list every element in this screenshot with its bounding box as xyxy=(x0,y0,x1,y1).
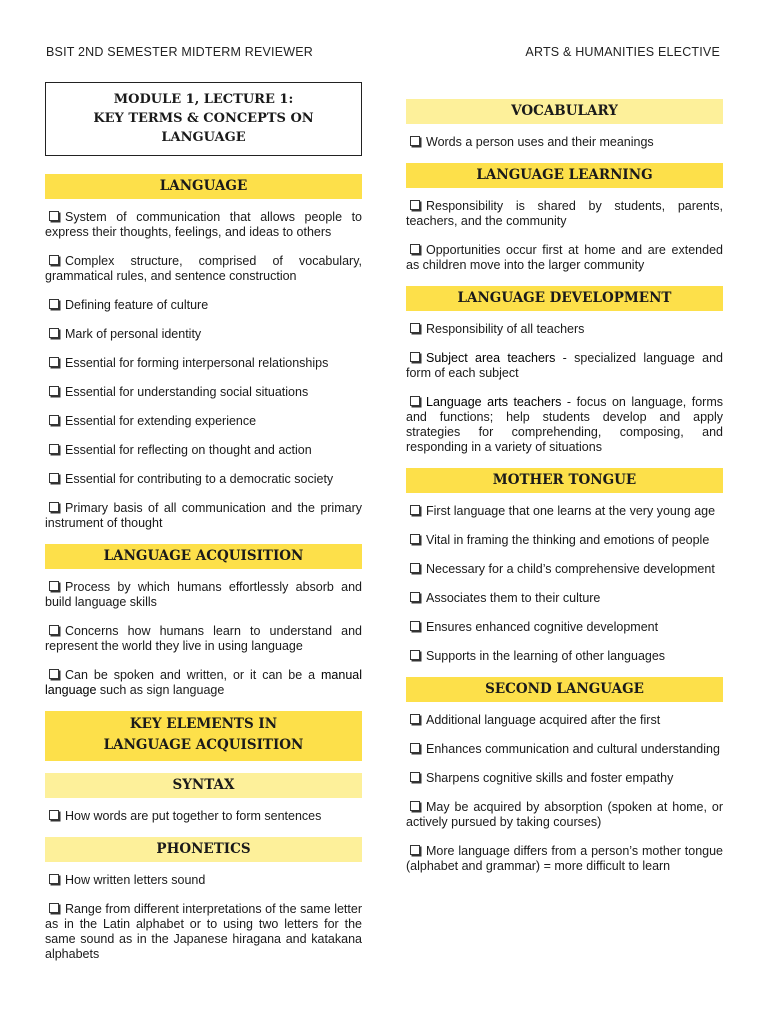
list-item: Concerns how humans learn to understand and represent the world they live in using language xyxy=(45,624,362,653)
list-item: Primary basis of all communication and the primary instrument of thought xyxy=(45,501,362,530)
list-item: Mark of personal identity xyxy=(45,327,362,342)
checkbox-bullet-icon xyxy=(410,845,420,855)
checkbox-bullet-icon xyxy=(49,211,59,221)
list-item: Complex structure, comprised of vocabulary, grammatical rules, and sentence construction xyxy=(45,254,362,283)
list-item: More language differs from a person’s mother tongue (alphabet and grammar) = more difficult to learn xyxy=(406,844,723,873)
section-header-mother-tongue: MOTHER TONGUE xyxy=(406,468,723,493)
list-item: Opportunities occur first at home and are extended as children move into the larger community xyxy=(406,243,723,272)
checkbox-bullet-icon xyxy=(410,772,420,782)
list-item: Process by which humans effortlessly absorb and build language skills xyxy=(45,580,362,609)
emphasis-term: manual language xyxy=(45,668,362,697)
list-item: How words are put together to form sentences xyxy=(45,809,362,824)
list-item: System of communication that allows people to express their thoughts, feelings, and ideas to others xyxy=(45,210,362,239)
checkbox-bullet-icon xyxy=(49,874,59,884)
checkbox-bullet-icon xyxy=(410,592,420,602)
list-item: Can be spoken and written, or it can be a manual language such as sign language xyxy=(45,668,362,697)
list-item: Words a person uses and their meanings xyxy=(406,135,723,150)
list-item: Defining feature of culture xyxy=(45,298,362,313)
list-item: Subject area teachers - specialized language and form of each subject xyxy=(406,351,723,380)
list-item: Essential for reflecting on thought and action xyxy=(45,443,362,458)
module-title-box xyxy=(45,82,362,156)
list-item: May be acquired by absorption (spoken at home, or actively pursued by taking courses) xyxy=(406,800,723,829)
checkbox-bullet-icon xyxy=(410,200,420,210)
list-item: Essential for forming interpersonal relationships xyxy=(45,356,362,371)
checkbox-bullet-icon xyxy=(410,244,420,254)
checkbox-bullet-icon xyxy=(410,396,420,406)
list-item: Associates them to their culture xyxy=(406,591,723,606)
emphasis-term: Language arts teachers xyxy=(426,395,562,409)
checkbox-bullet-icon xyxy=(410,621,420,631)
section-header-second-language: SECOND LANGUAGE xyxy=(406,677,723,702)
list-item: Language arts teachers - focus on language, forms and functions; help students develop and apply strategies for comprehending, composing, and responding in a variety of situations xyxy=(406,395,723,454)
checkbox-bullet-icon xyxy=(49,581,59,591)
checkbox-bullet-icon xyxy=(49,810,59,820)
checkbox-bullet-icon xyxy=(410,563,420,573)
vocabulary-list xyxy=(406,135,723,150)
section-header-key-elements: KEY ELEMENTS IN LANGUAGE ACQUISITION xyxy=(45,711,362,761)
checkbox-bullet-icon xyxy=(410,743,420,753)
checkbox-bullet-icon xyxy=(49,444,59,454)
section-header-syntax: SYNTAX xyxy=(45,773,362,798)
list-item: Essential for understanding social situations xyxy=(45,385,362,400)
checkbox-bullet-icon xyxy=(49,625,59,635)
acquisition-list xyxy=(45,580,362,698)
development-list xyxy=(406,322,723,455)
list-item: Essential for extending experience xyxy=(45,414,362,429)
list-item: Ensures enhanced cognitive development xyxy=(406,620,723,635)
section-header-phonetics: PHONETICS xyxy=(45,837,362,862)
checkbox-bullet-icon xyxy=(49,669,59,679)
list-item: Supports in the learning of other languages xyxy=(406,649,723,664)
list-item: Necessary for a child’s comprehensive development xyxy=(406,562,723,577)
section-header-language-learning: LANGUAGE LEARNING xyxy=(406,163,723,188)
checkbox-bullet-icon xyxy=(49,328,59,338)
checkbox-bullet-icon xyxy=(49,502,59,512)
header-left: BSIT 2ND SEMESTER MIDTERM REVIEWER xyxy=(46,45,314,59)
checkbox-bullet-icon xyxy=(410,650,420,660)
section-header-vocabulary: VOCABULARY xyxy=(406,99,723,124)
list-item: Responsibility of all teachers xyxy=(406,322,723,337)
list-item: Enhances communication and cultural understanding xyxy=(406,742,723,757)
list-item: Range from different interpretations of the same letter as in the Latin alphabet or to using two letters for the same sound as in the Japanese hiragana and katakana alphabets xyxy=(45,902,362,961)
checkbox-bullet-icon xyxy=(49,357,59,367)
list-item: First language that one learns at the very young age xyxy=(406,504,723,519)
list-item: How written letters sound xyxy=(45,873,362,888)
module-title-line1: MODULE 1, LECTURE 1: xyxy=(113,92,294,107)
syntax-list xyxy=(45,809,362,824)
learning-list xyxy=(406,199,723,273)
language-list xyxy=(45,210,362,531)
module-title-line2: KEY TERMS & CONCEPTS ON LANGUAGE xyxy=(93,111,314,145)
section-header-language-development: LANGUAGE DEVELOPMENT xyxy=(406,286,723,311)
checkbox-bullet-icon xyxy=(410,801,420,811)
checkbox-bullet-icon xyxy=(410,534,420,544)
list-item: Essential for contributing to a democratic society xyxy=(45,472,362,487)
phonetics-list xyxy=(45,873,362,962)
left-column xyxy=(45,82,362,975)
checkbox-bullet-icon xyxy=(410,505,420,515)
checkbox-bullet-icon xyxy=(49,386,59,396)
mother-tongue-list xyxy=(406,504,723,664)
section-header-language: LANGUAGE xyxy=(45,174,362,199)
right-column xyxy=(406,99,723,887)
section-header-language-acquisition: LANGUAGE ACQUISITION xyxy=(45,544,362,569)
list-item: Responsibility is shared by students, parents, teachers, and the community xyxy=(406,199,723,228)
checkbox-bullet-icon xyxy=(49,415,59,425)
list-item: Sharpens cognitive skills and foster empathy xyxy=(406,771,723,786)
list-item: Additional language acquired after the first xyxy=(406,713,723,728)
checkbox-bullet-icon xyxy=(410,714,420,724)
emphasis-term: Subject area teachers xyxy=(426,351,556,365)
checkbox-bullet-icon xyxy=(410,352,420,362)
header-right: ARTS & HUMANITIES ELECTIVE xyxy=(525,45,720,59)
checkbox-bullet-icon xyxy=(410,323,420,333)
second-language-list xyxy=(406,713,723,874)
checkbox-bullet-icon xyxy=(49,255,59,265)
checkbox-bullet-icon xyxy=(410,136,420,146)
list-item: Vital in framing the thinking and emotions of people xyxy=(406,533,723,548)
checkbox-bullet-icon xyxy=(49,473,59,483)
checkbox-bullet-icon xyxy=(49,299,59,309)
checkbox-bullet-icon xyxy=(49,903,59,913)
